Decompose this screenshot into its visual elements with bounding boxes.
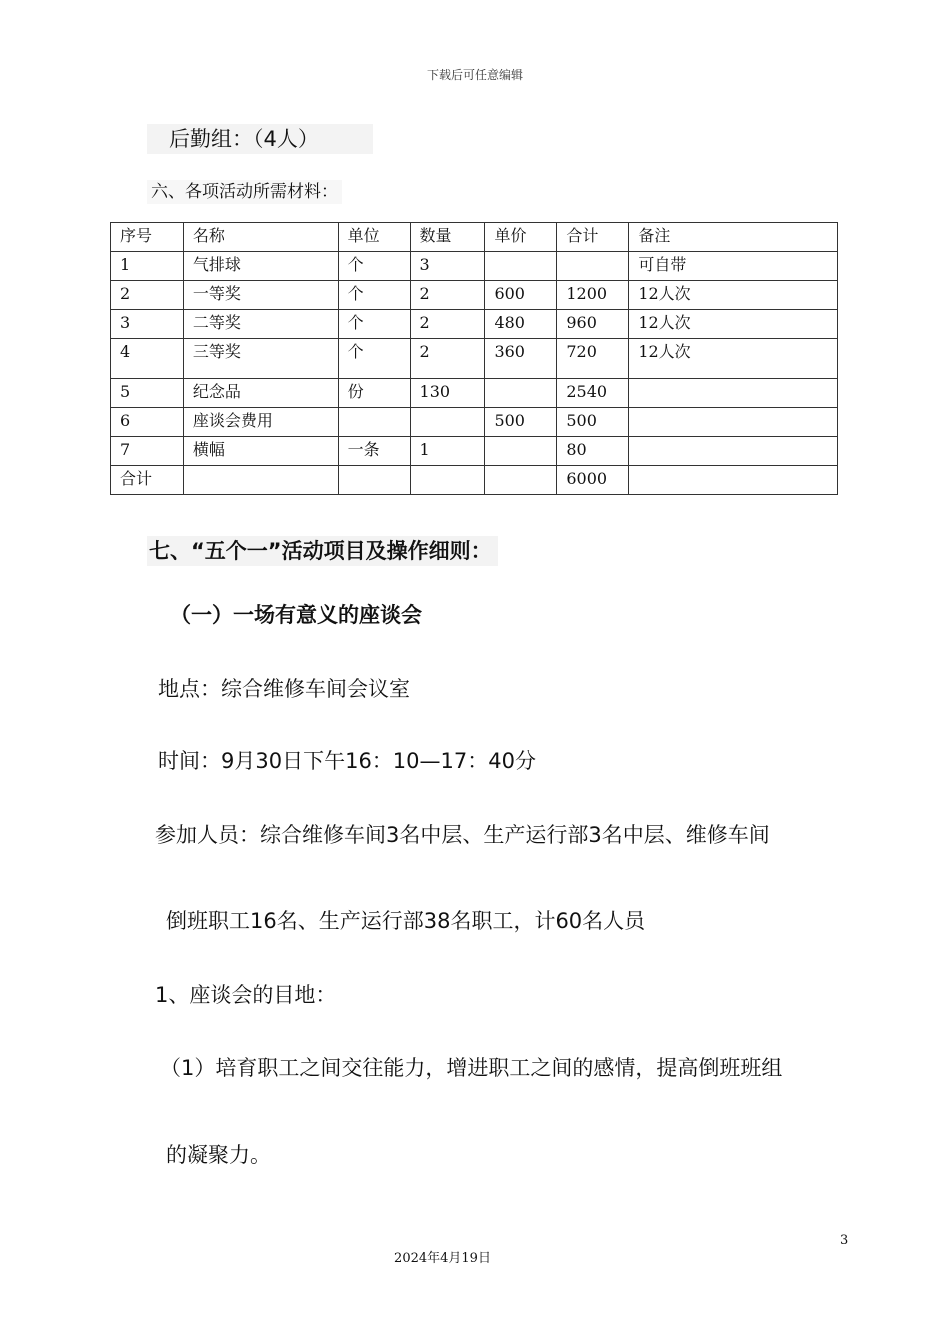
table-cell: 80	[557, 437, 629, 466]
table-cell: 一条	[338, 437, 410, 466]
table-cell: 6000	[557, 466, 629, 495]
table-cell: 纪念品	[183, 379, 338, 408]
table-cell: 12人次	[629, 281, 838, 310]
purpose-heading: 1、座谈会的目地：	[155, 983, 337, 1007]
table-header-row	[111, 223, 838, 252]
table-cell: 2	[410, 339, 485, 379]
location-text: 地点：综合维修车间会议室	[158, 677, 410, 701]
table-header-cell: 单位	[338, 223, 410, 252]
table-row	[111, 339, 838, 379]
table-cell	[338, 466, 410, 495]
table-cell	[183, 466, 338, 495]
page-header: 下载后可任意编辑	[426, 68, 523, 82]
table-header-cell: 单价	[485, 223, 557, 252]
table-cell: 4	[111, 339, 184, 379]
table-cell: 个	[338, 339, 410, 379]
table-cell	[485, 437, 557, 466]
table-cell: 12人次	[629, 339, 838, 379]
table-total-row	[111, 466, 838, 495]
table-cell: 600	[485, 281, 557, 310]
table-header-cell: 数量	[410, 223, 485, 252]
table-cell	[629, 437, 838, 466]
table-cell: 合计	[111, 466, 184, 495]
participants-line-1: 参加人员：综合维修车间3名中层、生产运行部3名中层、维修车间	[155, 823, 770, 847]
logistics-group-heading: 后勤组：（4人）	[147, 124, 373, 154]
time-text: 时间：9月30日下午16：10—17：40分	[158, 749, 536, 773]
materials-table	[110, 222, 838, 495]
table-cell	[410, 466, 485, 495]
table-cell: 二等奖	[183, 310, 338, 339]
table-cell: 1	[410, 437, 485, 466]
table-row	[111, 252, 838, 281]
table-cell	[485, 252, 557, 281]
table-cell: 360	[485, 339, 557, 379]
section-6-title: 六、各项活动所需材料：	[147, 180, 342, 204]
purpose-item-1-line-2: 的凝聚力。	[166, 1143, 271, 1167]
table-cell: 三等奖	[183, 339, 338, 379]
table-header-cell: 序号	[111, 223, 184, 252]
table-cell: 500	[557, 408, 629, 437]
page-number: 3	[840, 1233, 849, 1248]
table-cell: 横幅	[183, 437, 338, 466]
table-cell	[485, 379, 557, 408]
table-row	[111, 408, 838, 437]
table-cell: 2	[410, 310, 485, 339]
footer-date: 2024年4月19日	[394, 1251, 491, 1266]
table-cell: 7	[111, 437, 184, 466]
table-cell: 130	[410, 379, 485, 408]
table-cell: 1	[111, 252, 184, 281]
table-cell: 6	[111, 408, 184, 437]
section-7-title: 七、“五个一”活动项目及操作细则：	[147, 536, 498, 566]
table-cell: 12人次	[629, 310, 838, 339]
table-cell: 2540	[557, 379, 629, 408]
table-cell: 份	[338, 379, 410, 408]
table-cell	[485, 466, 557, 495]
table-cell: 2	[410, 281, 485, 310]
table-cell: 气排球	[183, 252, 338, 281]
table-row	[111, 281, 838, 310]
table-cell: 500	[485, 408, 557, 437]
table-cell	[410, 408, 485, 437]
table-cell	[557, 252, 629, 281]
table-cell: 3	[410, 252, 485, 281]
table-cell: 3	[111, 310, 184, 339]
table-cell: 一等奖	[183, 281, 338, 310]
table-cell	[629, 408, 838, 437]
table-cell: 座谈会费用	[183, 408, 338, 437]
table-cell: 480	[485, 310, 557, 339]
table-cell: 个	[338, 252, 410, 281]
table-cell: 个	[338, 281, 410, 310]
table-cell: 个	[338, 310, 410, 339]
table-row	[111, 437, 838, 466]
table-cell: 2	[111, 281, 184, 310]
participants-line-2: 倒班职工16名、生产运行部38名职工，计60名人员	[166, 909, 646, 933]
table-cell: 720	[557, 339, 629, 379]
table-header-cell: 合计	[557, 223, 629, 252]
table-cell: 1200	[557, 281, 629, 310]
table-cell: 可自带	[629, 252, 838, 281]
table-header-cell: 备注	[629, 223, 838, 252]
purpose-item-1-line-1: （1）培育职工之间交往能力，增进职工之间的感情，提高倒班班组	[160, 1056, 783, 1080]
table-cell	[629, 379, 838, 408]
subsection-1-title: （一）一场有意义的座谈会	[170, 603, 422, 627]
table-cell	[629, 466, 838, 495]
table-cell: 960	[557, 310, 629, 339]
table-row	[111, 379, 838, 408]
table-cell	[338, 408, 410, 437]
table-cell: 5	[111, 379, 184, 408]
table-row	[111, 310, 838, 339]
table-header-cell: 名称	[183, 223, 338, 252]
